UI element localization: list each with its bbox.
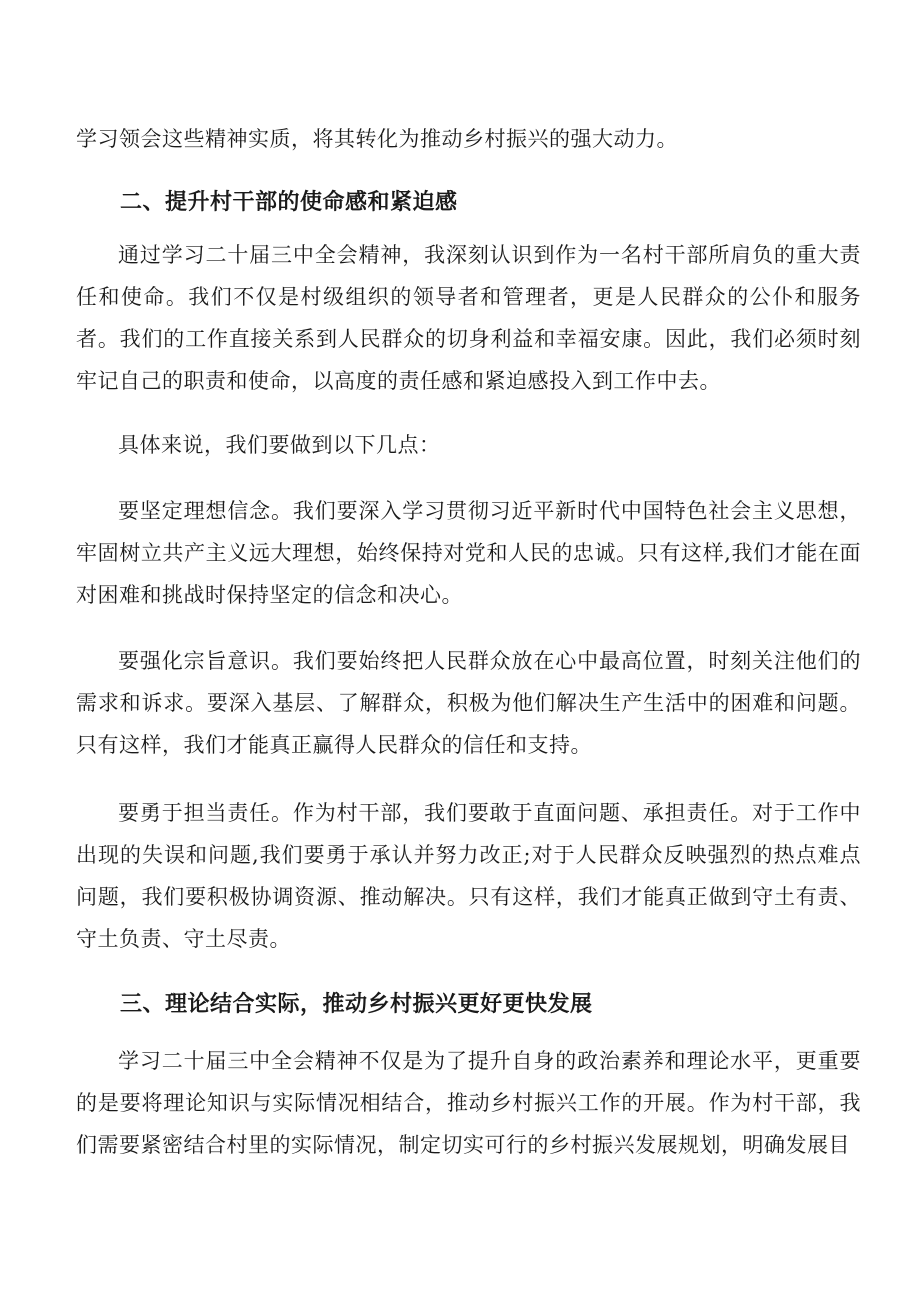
document-page xyxy=(76,118,861,1166)
opening-paragraph: 学习领会这些精神实质，将其转化为推动乡村振兴的强大动力。 xyxy=(76,127,678,151)
section-2-paragraph-4: 要强化宗旨意识。我们要始终把人民群众放在心中最高位置，时刻关注他们的需求和诉求。要深入基层、了解群众，积极为他们解决生产生活中的困难和问题。只有这样，我们才能真正赢得人民群众的信任和支持。 xyxy=(76,649,861,757)
section-3-paragraph-1: 学习二十届三中全会精神不仅是为了提升自身的政治素养和理论水平，更重要的是要将理论知识与实际情况相结合，推动乡村振兴工作的开展。作为村干部，我们需要紧密结合村里的实际情况，制定切实可行的乡村振兴发展规划，明确发展目 xyxy=(76,1049,861,1157)
section-2-paragraph-5: 要勇于担当责任。作为村干部，我们要敢于直面问题、承担责任。对于工作中出现的失误和问题,我们要勇于承认并努力改正;对于人民群众反映强烈的热点难点问题，我们要积极协调资源、推动解决。只有这样，我们才能真正做到守土有责、守土负责、守土尽责。 xyxy=(76,801,861,951)
section-3-heading: 三、理论结合实际，推动乡村振兴更好更快发展 xyxy=(120,992,593,1017)
section-2-paragraph-2: 具体来说，我们要做到以下几点： xyxy=(118,433,441,457)
section-2-paragraph-1: 通过学习二十届三中全会精神，我深刻认识到作为一名村干部所肩负的重大责任和使命。我们不仅是村级组织的领导者和管理者，更是人民群众的公仆和服务者。我们的工作直接关系到人民群众的切身利益和幸福安康。因此，我们必须时刻牢记自己的职责和使命，以高度的责任感和紧迫感投入到工作中去。 xyxy=(76,243,861,393)
section-2-paragraph-3: 要坚定理想信念。我们要深入学习贯彻习近平新时代中国特色社会主义思想，牢固树立共产主义远大理想，始终保持对党和人民的忠诚。只有这样,我们才能在面对困难和挑战时保持坚定的信念和决心。 xyxy=(76,499,861,607)
section-2-heading: 二、提升村干部的使命感和紧迫感 xyxy=(120,190,458,215)
